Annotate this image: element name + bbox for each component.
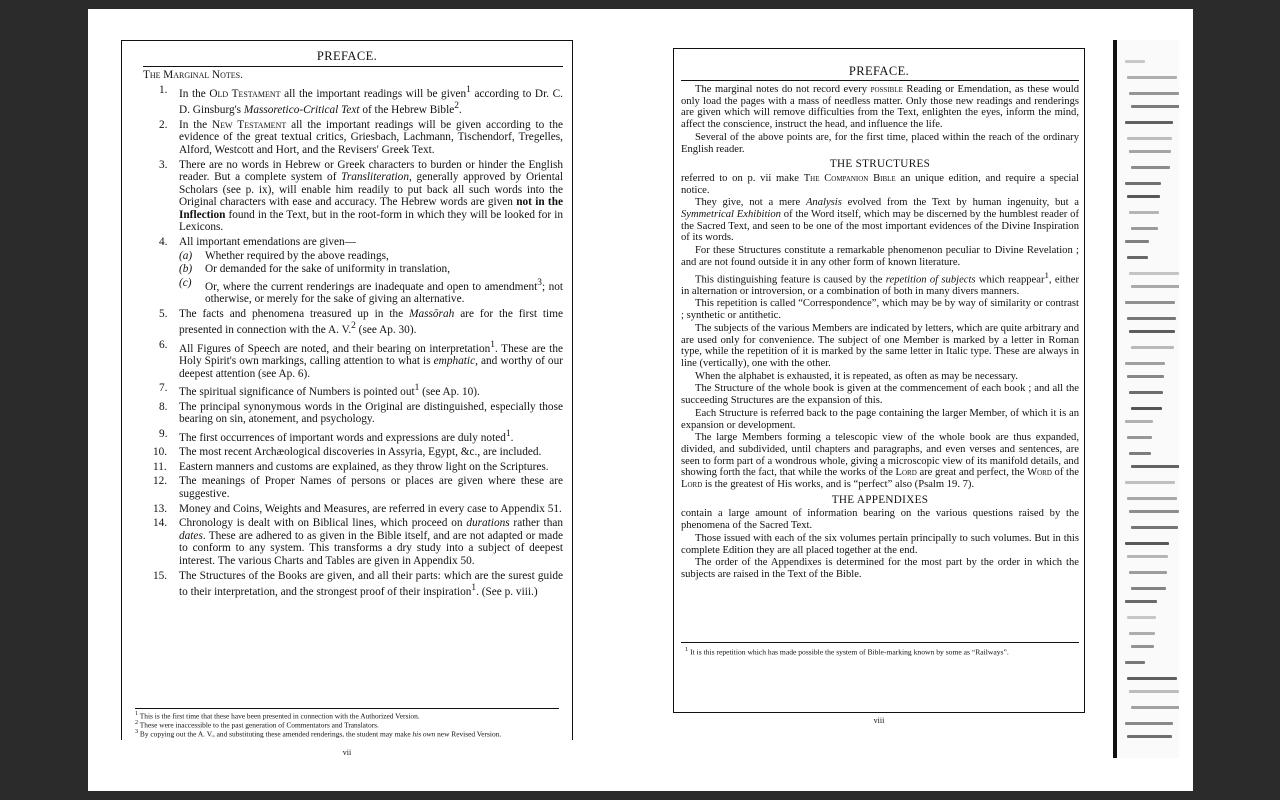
item-number: 14. (153, 517, 168, 530)
illegible-text-fragment (1129, 510, 1179, 513)
illegible-text-fragment (1127, 195, 1160, 198)
item-number: 13. (153, 502, 168, 515)
marginal-notes-list (143, 84, 563, 601)
item-text: All Figures of Speech are noted, and their bearing on interpretation$^1$. These are the Holy Spirit's own markings, calling attention to what is emphatic, and worthy of our deepest attention (see Ap. 6). (179, 339, 563, 380)
intro-text (681, 84, 1079, 155)
illegible-text-fragment (1131, 346, 1174, 349)
paragraph: The subjects of the various Members are indicated by letters, which are quite arbitrary and are used only for convenience. The subject of one Member is marked by a letter in Roman type, while the repetition of it is marked by the same letter in Italic type. These are always in line (vertically), one with the other. (681, 322, 1079, 369)
illegible-text-fragment (1129, 211, 1159, 214)
paragraph: When the alphabet is exhausted, it is repeated, as often as may be necessary. (695, 370, 1018, 382)
paragraph: Those issued with each of the six volumes pertain principally to such volumes. But in this complete Edition they are all placed together at the end. (681, 532, 1079, 556)
list-item (143, 308, 563, 337)
sub-item (179, 263, 563, 276)
illegible-text-fragment (1125, 60, 1145, 63)
illegible-text-fragment (1125, 362, 1165, 365)
sub-item-letter: (b) (179, 263, 193, 276)
page-number: viii (873, 716, 885, 725)
sub-item-text: Whether required by the above readings, (205, 249, 389, 262)
footnote-rule (681, 642, 1079, 643)
illegible-text-fragment (1131, 227, 1158, 230)
page-border-bottom (673, 712, 1085, 713)
item-number: 6. (159, 338, 168, 351)
item-text: The most recent Archæological discoveries in Assyria, Egypt, &c., are included. (179, 446, 542, 459)
illegible-text-fragment (1127, 735, 1172, 738)
illegible-text-fragment (1127, 555, 1168, 558)
page-heading: PREFACE. (848, 64, 910, 78)
illegible-text-fragment (1129, 452, 1151, 455)
illegible-text-fragment (1127, 137, 1172, 140)
page-border-right (1084, 48, 1085, 713)
next-page-edge-line (1113, 40, 1117, 758)
list-item (143, 84, 563, 117)
appendixes-text (681, 508, 1079, 580)
illegible-text-fragment (1129, 632, 1155, 635)
paragraph: contain a large amount of information bearing on the various questions raised by the phenomena of the Sacred Text. (681, 508, 1079, 532)
item-text: The first occurrences of important words and expressions are duly noted$^1$. (179, 428, 514, 444)
item-text: Eastern manners and customs are explained, as they throw light on the Scriptures. (179, 460, 549, 473)
paragraph: Several of the above points are, for the first time, placed within the reach of the ordinary English reader. (681, 131, 1079, 155)
illegible-text-fragment (1131, 407, 1162, 410)
illegible-text-fragment (1125, 600, 1157, 603)
left-page (121, 40, 573, 760)
page-gutter (625, 9, 649, 791)
item-number: 10. (153, 446, 168, 459)
heading-rule (681, 80, 1079, 81)
item-text: The meanings of Proper Names of persons or places are given where these are suggestive. (179, 475, 563, 500)
page-number: vii (342, 748, 352, 757)
heading-rule (143, 66, 563, 67)
list-item (143, 339, 563, 381)
footnotes (135, 711, 559, 738)
item-number: 1. (159, 84, 168, 96)
illegible-text-fragment (1131, 587, 1166, 590)
sub-item-letter: (a) (179, 249, 193, 262)
item-text: The Structures of the Books are given, and all their parts: which are the surest guide to their interpretation, and the strongest proof of their inspiration$^1$. (See p. viii.) (179, 569, 563, 598)
illegible-text-fragment (1129, 571, 1167, 574)
item-text: Money and Coins, Weights and Measures, are referred in every case to Appendix 51. (179, 502, 562, 515)
sub-item-text: Or, where the current renderings are inadequate and open to amendment$^3$; not otherwise, or merely for the sake of giving an alternative. (205, 277, 564, 306)
sub-item-letter: (c) (179, 276, 192, 289)
illegible-text-fragment (1131, 706, 1179, 709)
item-number: 11. (153, 460, 167, 473)
footnote: $^1$ It is this repetition which has made possible the system of Bible-marking known by some as “Railways”. (685, 646, 1009, 657)
paragraph: For these Structures constitute a remarkable phenomenon peculiar to Divine Revelation ; and are not found outside it in any other form of known literature. (681, 245, 1079, 268)
illegible-text-fragment (1125, 481, 1175, 484)
footnote-line: $^1$ This is the first time that these have been presented in connection with the Authorized Version. (135, 711, 420, 721)
list-item (143, 401, 563, 426)
illegible-text-fragment (1125, 722, 1173, 725)
right-body (681, 84, 1079, 582)
illegible-text-fragment (1127, 256, 1148, 259)
illegible-text-fragment (1131, 285, 1179, 288)
item-number: 8. (159, 400, 168, 413)
next-page-edge (1113, 40, 1179, 758)
list-item (143, 461, 563, 474)
paragraph: Each Structure is referred back to the page containing the larger Member, of which it is an expansion or development. (681, 407, 1079, 431)
paragraph: They give, not a mere Analysis evolved from the Text by human ingenuity, but a Symmetrical Exhibition of the Word itself, which may be discerned by the humblest reader of the Sacred Text, and seen to be one of the most important evidences of the Divine Inspiration of its words. (681, 197, 1079, 244)
illegible-text-fragment (1131, 105, 1179, 108)
list-item (143, 236, 563, 306)
footnote-line: $^2$ These were inaccessible to the past generation of Commentators and Translators. (135, 720, 379, 730)
page-border-right (572, 40, 573, 740)
structures-text (681, 173, 1079, 491)
footnote-line: $^3$ By copying out the A. V., and substituting these amended renderings, the student may make his own new Revised Version. (135, 729, 502, 739)
list-item (143, 517, 563, 567)
structures-heading: THE STRUCTURES (829, 158, 931, 171)
paragraph: This distinguishing feature is caused by the repetition of subjects which reappear$^1$, either in alternation or introversion, or a combination of both in many divers manners. (681, 269, 1079, 297)
sub-item-text: Or demanded for the sake of uniformity in translation, (205, 263, 451, 276)
page-border-top (673, 48, 1085, 49)
illegible-text-fragment (1131, 166, 1170, 169)
illegible-text-fragment (1131, 526, 1178, 529)
illegible-text-fragment (1129, 391, 1163, 394)
illegible-text-fragment (1125, 661, 1145, 664)
illegible-text-fragment (1127, 317, 1176, 320)
list-item (143, 428, 563, 444)
illegible-text-fragment (1125, 121, 1173, 124)
illegible-text-fragment (1129, 272, 1179, 275)
item-number: 9. (159, 427, 168, 440)
footnote-rule (135, 708, 559, 709)
item-text: In the New Testament all the important readings will be given according to the evidence of the great textual critics, Griesbach, Lachmann, Tischendorf, Tregelles, Alford, Westcott and Hort, and the Revisers' Greek Text. (179, 118, 563, 156)
illegible-text-fragment (1127, 375, 1164, 378)
right-page (673, 48, 1085, 725)
illegible-text-fragment (1127, 497, 1177, 500)
section-title: The Marginal Notes. (143, 69, 243, 81)
paragraph: This repetition is called “Correspondence”, which may be by way of similarity or contrast ; synthetic or antithetic. (681, 298, 1079, 322)
list-item (143, 475, 563, 500)
illegible-text-fragment (1125, 542, 1169, 545)
item-text: All important emendations are given— (179, 236, 356, 249)
item-number: 15. (153, 569, 168, 582)
item-number: 4. (159, 236, 168, 249)
illegible-text-fragment (1127, 616, 1156, 619)
list-item (143, 159, 563, 235)
paragraph: The marginal notes do not record every possible Reading or Emendation, as these would only load the pages with a mass of needless matter. Only those new readings and renderings are given which will remove difficulties from the Text, enlighten the eyes, inform the mind, affect the conscience, instruct the head, and influence the life. (681, 84, 1080, 131)
sub-item (179, 277, 563, 306)
list-item (143, 503, 563, 516)
illegible-text-fragment (1125, 420, 1153, 423)
list-item (143, 570, 563, 599)
illegible-text-fragment (1129, 92, 1179, 95)
item-text: The spiritual significance of Numbers is pointed out$^1$ (see Ap. 10). (179, 383, 480, 399)
illegible-text-fragment (1131, 465, 1179, 468)
illegible-text-fragment (1125, 301, 1175, 304)
illegible-text-fragment (1127, 677, 1177, 680)
illegible-text-fragment (1125, 182, 1161, 185)
item-text: The principal synonymous words in the Original are distinguished, especially those bearing on sin, atonement, and psychology. (179, 400, 563, 426)
paragraph: The large Members forming a telescopic view of the whole book are thus expanded, divided, and subdivided, until chapters and paragraphs, and even verses and sentences, are seen to form part of a wondrous whole, giving a microscopic view of its manifold details, and showing forth the fact, that while the works of the Lord are great and perfect, the Word of the Lord is the greatest of His works, and is “perfect” also (Psalm 19. 7). (681, 432, 1079, 491)
illegible-text-fragment (1125, 240, 1149, 243)
page-heading: PREFACE. (316, 49, 378, 63)
item-number: 2. (159, 118, 168, 131)
illegible-text-fragment (1127, 76, 1177, 79)
paragraph: The Structure of the whole book is given at the commencement of each book ; and all the succeeding Structures are the expansion of this. (681, 383, 1079, 407)
list-item (143, 119, 563, 157)
item-text: The facts and phenomena treasured up in the Massōrah are for the first time presented in connection with the A. V.$^2$ (see Ap. 30). (179, 307, 563, 337)
sub-item (179, 250, 563, 263)
illegible-text-fragment (1127, 436, 1152, 439)
paragraph: The order of the Appendixes is determined for the most part by the order in which the subjects are raised in the Text of the Bible. (681, 557, 1079, 580)
illegible-text-fragment (1129, 330, 1175, 333)
item-number: 7. (159, 382, 168, 395)
item-number: 12. (153, 475, 168, 488)
illegible-text-fragment (1131, 645, 1154, 648)
page-border-left (121, 40, 122, 740)
item-number: 3. (159, 158, 168, 171)
list-item (143, 382, 563, 398)
appendixes-heading: THE APPENDIXES (831, 493, 929, 506)
page-border-top (121, 40, 573, 41)
illegible-text-fragment (1129, 150, 1171, 153)
item-text: In the Old Testament all the important readings will be given$^1$ according to Dr. C. D. Ginsburg's Massoretico-Critical Text of the Hebrew Bible$^2$. (179, 85, 563, 117)
paragraph: referred to on p. vii make The Companion Bible an unique edition, and require a special notice. (681, 172, 1079, 196)
item-text: Chronology is dealt with on Biblical lines, which proceed on durations rather than dates. These are adhered to as given in the Bible itself, and are not adapted or made to conform to any system. This transforms a dry study into a subject of deepest interest. The various Charts and Tables are given in Appendix 50. (179, 517, 564, 567)
item-text: There are no words in Hebrew or Greek characters to burden or hinder the English reader. But a complete system of Transliteration, generally approved by Oriental Scholars (see p. ix), will enable him readily to put back all such words into the Original characters with ease and accuracy. The Hebrew words are given not in the Inflection found in the Text, but in the root-form in which they will be looked for in Lexicons. (179, 158, 563, 234)
page-border-left (673, 48, 674, 713)
item-number: 5. (159, 307, 168, 320)
illegible-text-fragment (1129, 690, 1179, 693)
list-item (143, 446, 563, 459)
